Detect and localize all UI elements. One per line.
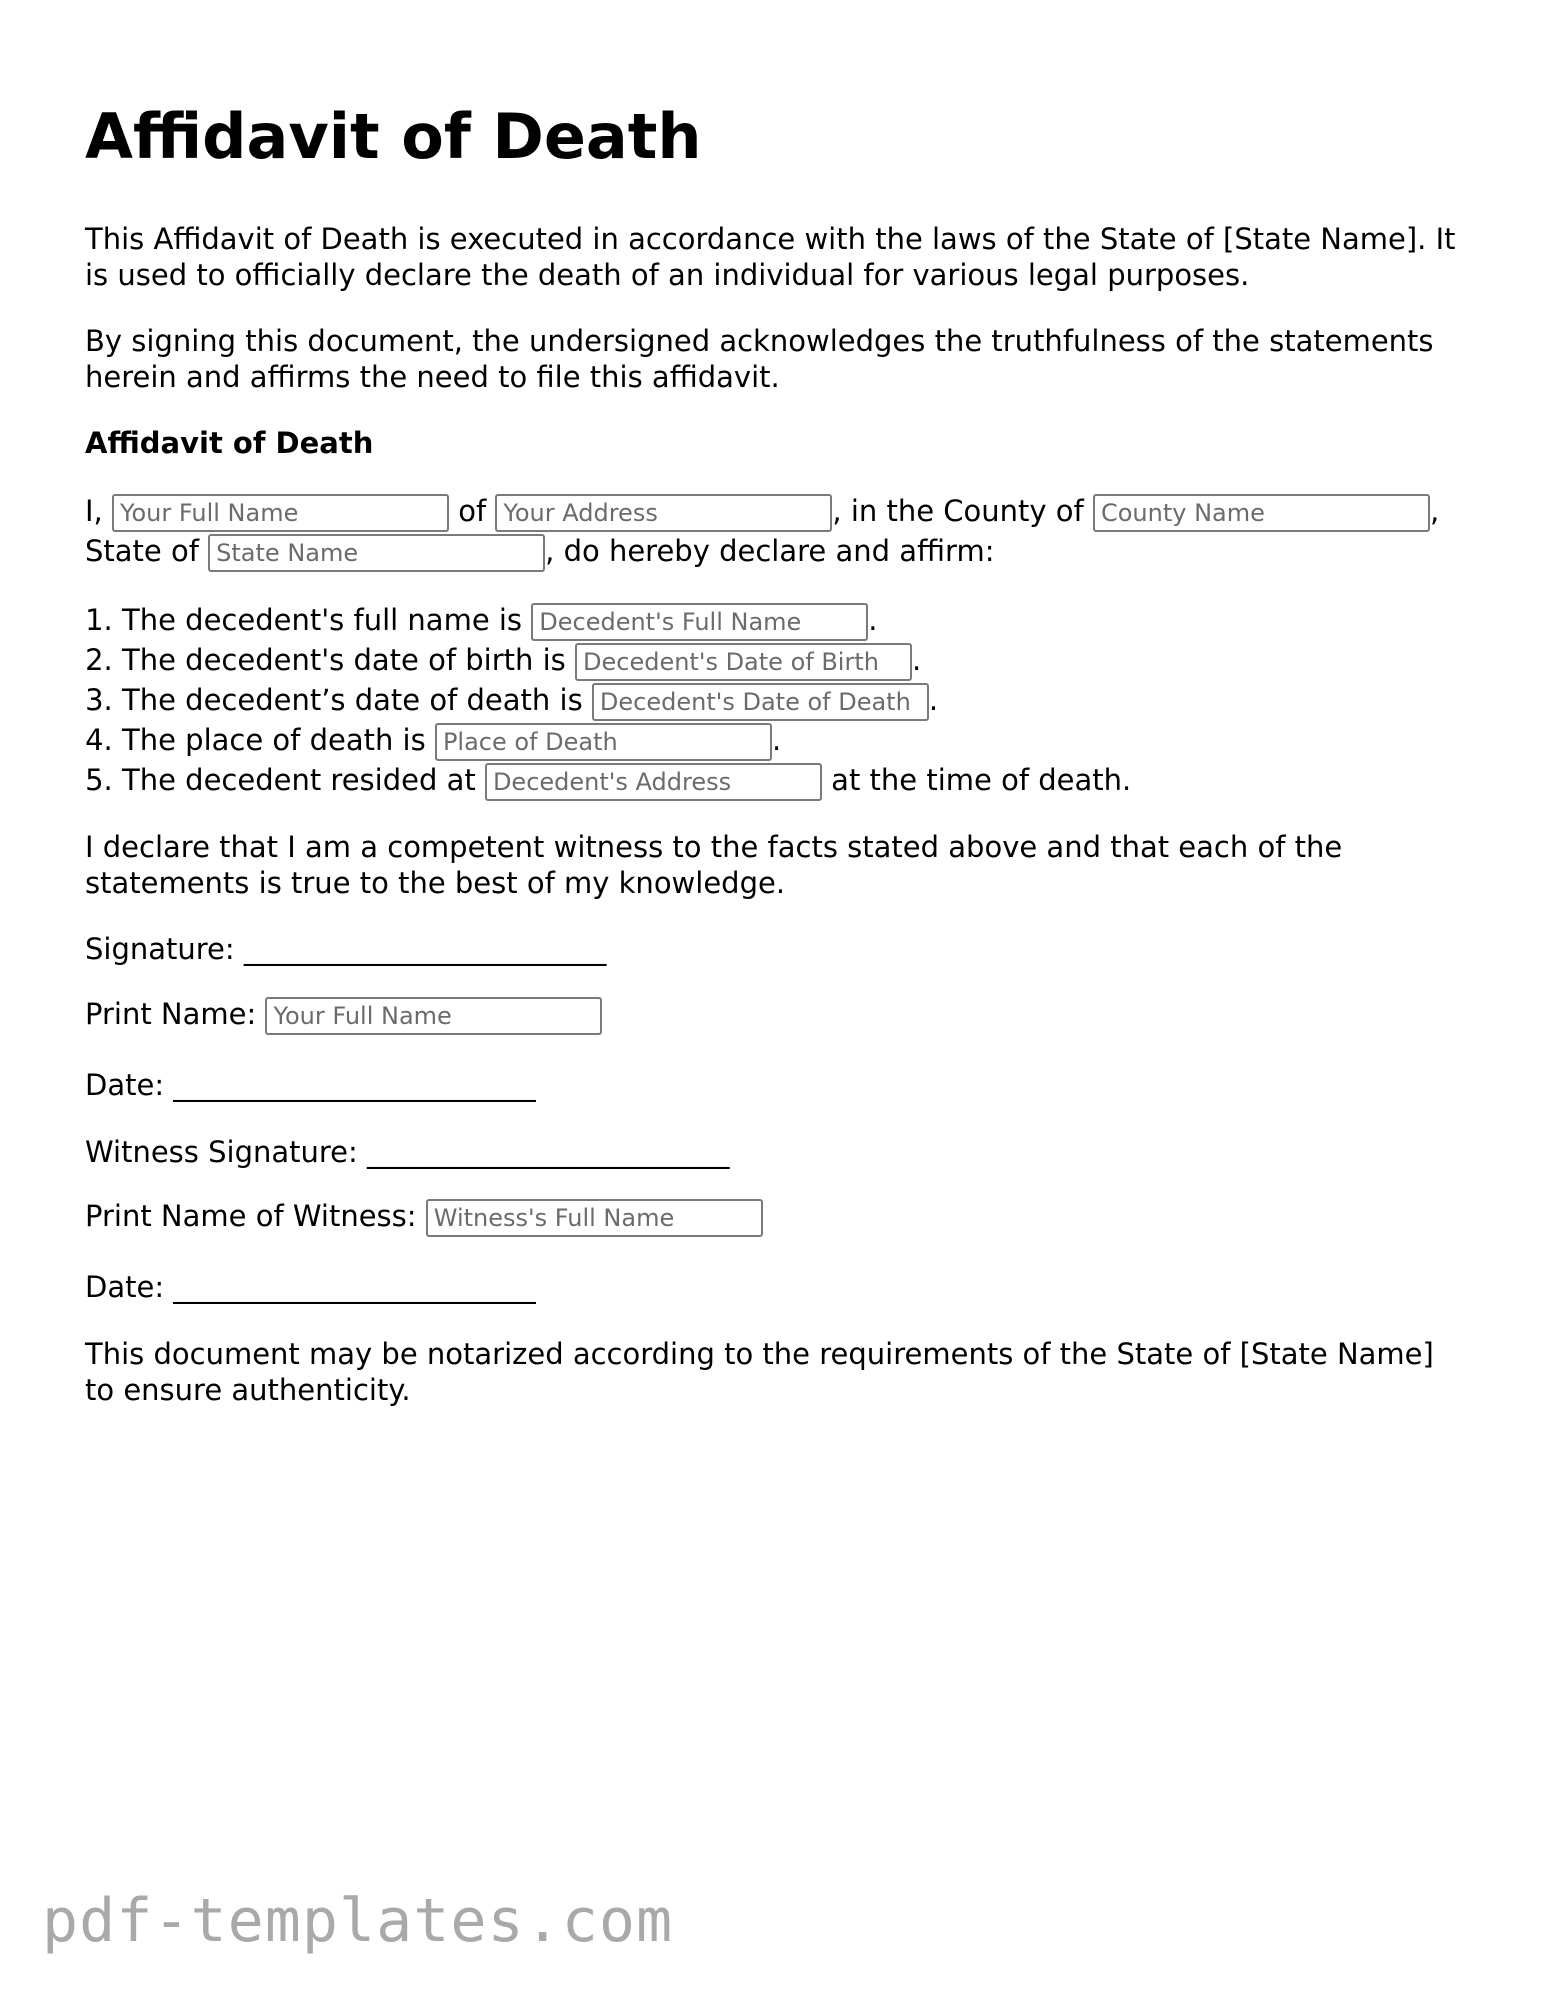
statement-suffix: at the time of death. <box>821 763 1132 797</box>
site-watermark: pdf-templates.com <box>42 1886 674 1956</box>
witness-declaration-paragraph <box>85 829 1465 901</box>
declaration-of-text: of <box>458 494 487 528</box>
statement-suffix: . <box>771 723 782 757</box>
print-name-row <box>85 994 1465 1034</box>
intro-paragraph-1 <box>85 221 1465 293</box>
statement-item <box>122 720 1465 760</box>
statement-text: The decedent's full name is <box>122 603 523 637</box>
page-title: Affidavit of Death <box>85 100 702 173</box>
statements-list-block <box>85 600 1465 800</box>
witness-declaration-text: I declare that I am a competent witness to the facts stated above and that each of the statements is true to the best of my knowledge. <box>85 830 1343 900</box>
your-full-name-field[interactable]: Your Full Name <box>112 494 449 532</box>
statement-text: The place of death is <box>122 723 426 757</box>
date-line-2[interactable]: Date: _________________________ <box>85 1270 536 1304</box>
affirm-suffix-text: , do hereby declare and affirm: <box>545 534 995 568</box>
statement-text: The decedent’s date of death is <box>122 683 583 717</box>
print-name-line <box>85 994 1465 1034</box>
state-name-field[interactable]: State Name <box>208 534 545 572</box>
declaration-prefix: I, <box>85 494 103 528</box>
section-title: Affidavit of Death <box>85 426 374 460</box>
date-row-2 <box>85 1269 1465 1305</box>
declaration-comma: , <box>1429 494 1440 528</box>
declaration-line-2 <box>85 531 1465 571</box>
statement-suffix: . <box>868 603 878 637</box>
witness-signature-row <box>85 1134 1465 1170</box>
witness-full-name-field[interactable]: Witness's Full Name <box>426 1199 763 1237</box>
place-of-death-field[interactable]: Place of Death <box>435 723 772 761</box>
decedent-full-name-field[interactable]: Decedent's Full Name <box>531 603 868 641</box>
statement-text: The decedent's date of birth is <box>122 643 566 677</box>
decedent-date-of-death-field[interactable]: Decedent's Date of Death <box>592 683 929 721</box>
county-prefix-text: , in the County of <box>832 494 1084 528</box>
notary-note-text: This document may be notarized according to the requirements of the State of [State Name] to ensure authenticity. <box>85 1337 1434 1407</box>
declaration-line-1 <box>85 491 1465 531</box>
witness-name-label: Print Name of Witness: <box>85 1199 417 1233</box>
signature-line[interactable]: Signature: _________________________ <box>85 932 607 966</box>
date-line-1[interactable]: Date: _________________________ <box>85 1068 536 1102</box>
state-prefix-text: State of <box>85 534 199 568</box>
witness-signature-line[interactable]: Witness Signature: _________________________ <box>85 1135 730 1169</box>
statement-text: The decedent resided at <box>122 763 476 797</box>
statement-item <box>122 600 1465 640</box>
date-row-1 <box>85 1067 1465 1103</box>
section-heading <box>85 425 1465 461</box>
witness-name-row <box>85 1196 1465 1236</box>
statement-suffix: . <box>912 643 922 677</box>
print-name-label: Print Name: <box>85 997 257 1031</box>
notary-note-paragraph <box>85 1336 1465 1408</box>
statement-item <box>122 760 1465 800</box>
county-name-field[interactable]: County Name <box>1093 494 1430 532</box>
intro-text-1: This Affidavit of Death is executed in accordance with the laws of the State of [State Name]. It is used to officially declare the death of an individual for various legal purposes. <box>85 222 1456 292</box>
intro-paragraph-2 <box>85 323 1465 395</box>
statement-suffix: . <box>928 683 939 717</box>
your-address-field[interactable]: Your Address <box>495 494 832 532</box>
intro-text-2: By signing this document, the undersigned acknowledges the truthfulness of the statements herein and affirms the need to file this affidavit. <box>85 324 1434 394</box>
decedent-date-of-birth-field[interactable]: Decedent's Date of Birth <box>575 643 912 681</box>
print-name-field[interactable]: Your Full Name <box>265 997 602 1035</box>
witness-name-line <box>85 1196 1465 1236</box>
declaration-paragraph <box>85 491 1465 571</box>
statement-item <box>122 680 1465 720</box>
statement-item <box>122 640 1465 680</box>
signature-row <box>85 931 1465 967</box>
statements-list <box>85 600 1465 800</box>
decedent-address-field[interactable]: Decedent's Address <box>485 763 822 801</box>
